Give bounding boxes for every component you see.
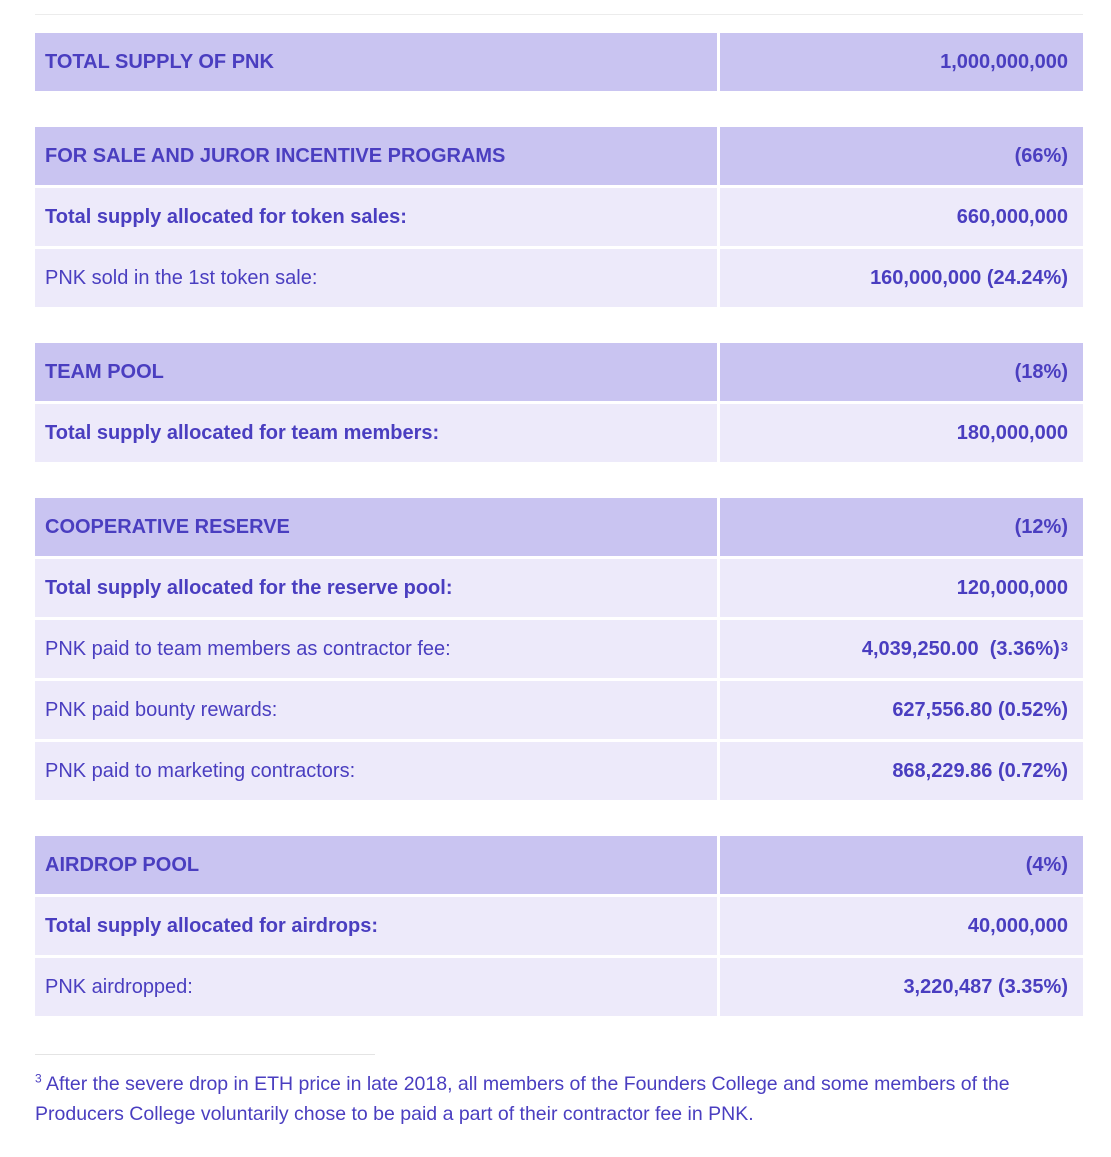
table-row [35, 188, 1083, 246]
row-label: Total supply allocated for token sales: [35, 188, 720, 246]
row-label: PNK airdropped: [35, 958, 720, 1016]
section-percent: (12%) [1014, 515, 1068, 538]
total-supply-label: TOTAL SUPPLY OF PNK [35, 33, 720, 91]
airdrop-pool-table [35, 836, 1083, 1016]
row-value: 180,000,000 [956, 421, 1068, 444]
row-label: Total supply allocated for team members: [35, 404, 720, 462]
row-label: Total supply allocated for airdrops: [35, 897, 720, 955]
table-row [35, 897, 1083, 955]
row-value-text: 4,039,250.00 (3.36%) [861, 637, 1060, 660]
section-percent: (66%) [1014, 144, 1068, 167]
section-title: TEAM POOL [35, 343, 720, 401]
table-row [35, 681, 1083, 739]
row-value: 660,000,000 [956, 205, 1068, 228]
row-label: Total supply allocated for the reserve pool: [35, 559, 720, 617]
row-value: 627,556.80 (0.52%) [892, 698, 1068, 721]
section-title: COOPERATIVE RESERVE [35, 498, 720, 556]
section-header-row [35, 127, 1083, 185]
row-label: PNK paid to marketing contractors: [35, 742, 720, 800]
row-value: 160,000,000 (24.24%) [870, 266, 1068, 289]
table-row [35, 559, 1083, 617]
section-header-row [35, 343, 1083, 401]
section-title: AIRDROP POOL [35, 836, 720, 894]
table-row [35, 249, 1083, 307]
table-row [35, 958, 1083, 1016]
row-value: 4,039,250.00 (3.36%) $^3$ [861, 637, 1068, 660]
table-row [35, 404, 1083, 462]
top-divider [35, 14, 1083, 15]
row-value: 40,000,000 [967, 914, 1068, 937]
total-supply-value: 1,000,000,000 [940, 50, 1068, 73]
footnote-body: After the severe drop in ETH price in late 2018, all members of the Founders College and some members of the Producers College voluntarily chose to be paid a part of their contractor fee in PNK. [35, 1073, 1010, 1125]
row-value: 3,220,487 (3.35%) [903, 975, 1068, 998]
row-label: PNK paid to team members as contractor fee: [35, 620, 720, 678]
team-pool-table [35, 343, 1083, 462]
footnote-divider [35, 1054, 375, 1055]
total-supply-table [35, 33, 1083, 91]
row-label: PNK paid bounty rewards: [35, 681, 720, 739]
section-header-row [35, 836, 1083, 894]
row-label: PNK sold in the 1st token sale: [35, 249, 720, 307]
table-row [35, 620, 1083, 678]
cooperative-reserve-table [35, 498, 1083, 800]
footnote-text [35, 1069, 1083, 1129]
section-percent: (4%) [1025, 853, 1068, 876]
section-title: FOR SALE AND JUROR INCENTIVE PROGRAMS [35, 127, 720, 185]
total-supply-row [35, 33, 1083, 91]
row-value: 868,229.86 (0.72%) [892, 759, 1068, 782]
footnote [35, 1054, 1083, 1129]
sale-juror-table [35, 127, 1083, 307]
footnote-sup: 3 [35, 1071, 42, 1086]
row-value: 120,000,000 [956, 576, 1068, 599]
section-header-row [35, 498, 1083, 556]
section-percent: (18%) [1014, 360, 1068, 383]
table-row [35, 742, 1083, 800]
